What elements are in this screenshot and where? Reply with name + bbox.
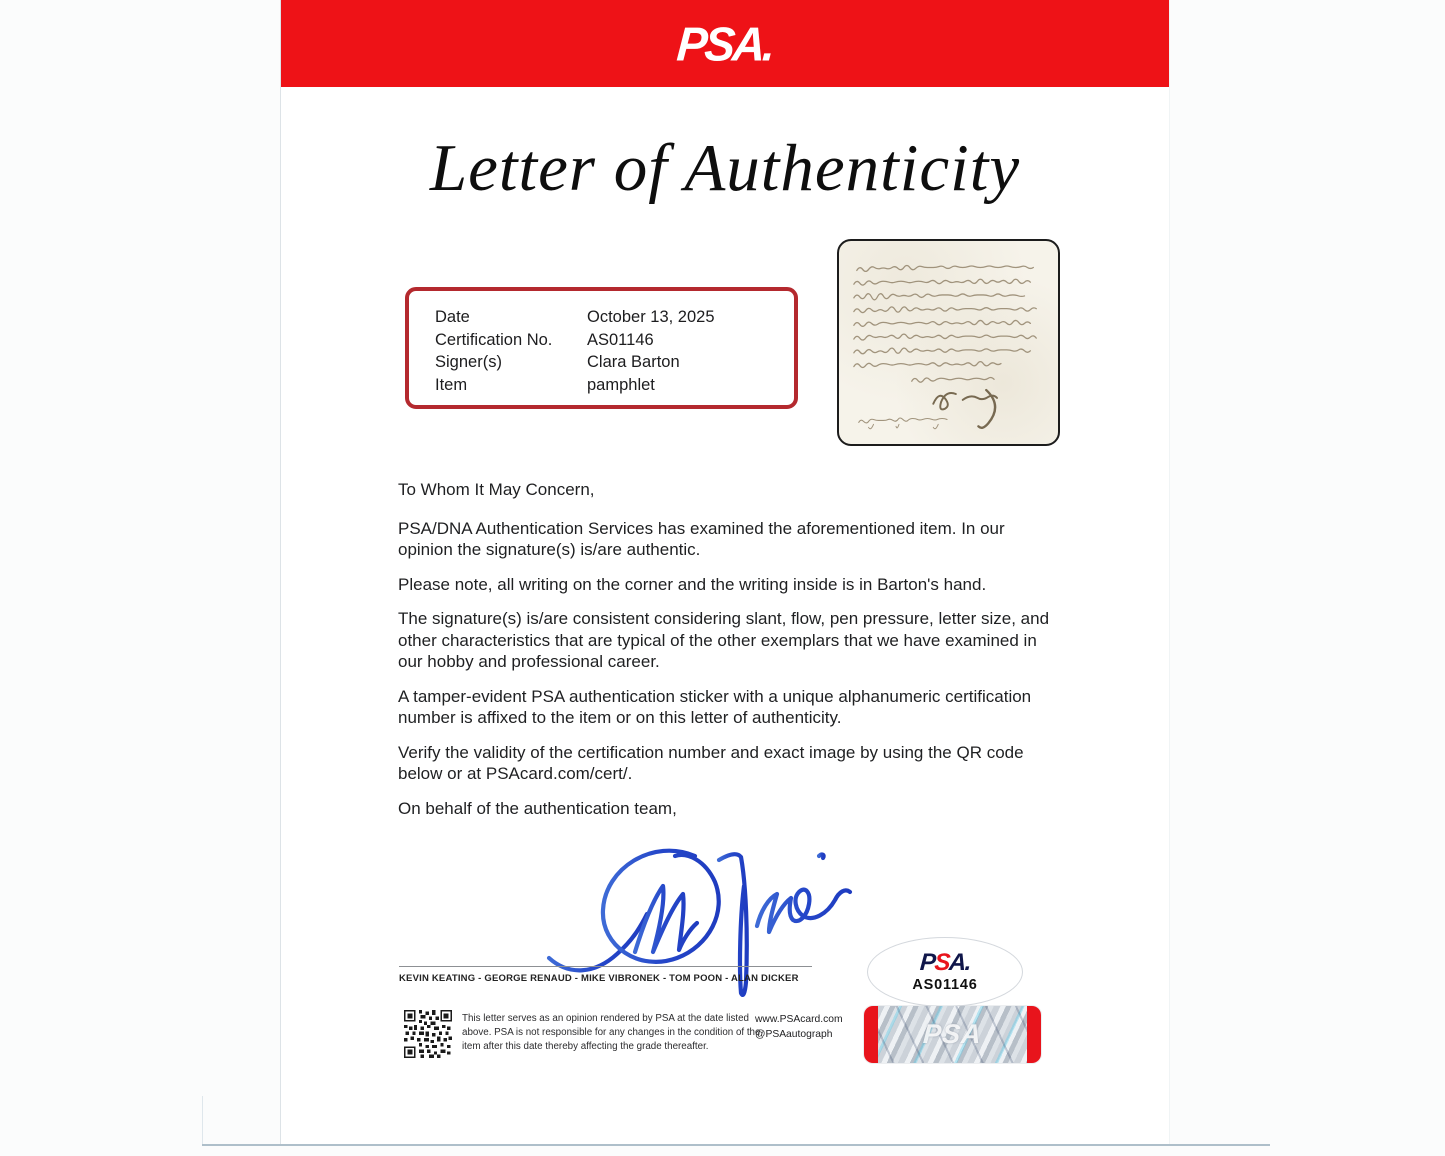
paragraph-verify: Verify the validity of the certification number and exact image by using the QR code below or at PSAcard.com/cert/. xyxy=(398,742,1024,783)
hologram-psa-text: PSA xyxy=(922,1019,983,1049)
letter-body xyxy=(398,479,1056,832)
certification-box xyxy=(405,287,798,409)
psa-cert-sticker xyxy=(867,937,1023,1007)
cert-label: Certification No. xyxy=(435,330,553,349)
salutation: To Whom It May Concern, xyxy=(398,480,595,499)
cert-label: Item xyxy=(435,375,468,394)
cert-value: pamphlet xyxy=(587,375,655,394)
paragraph-consistency: The signature(s) is/are consistent considering slant, flow, pen pressure, letter size, and other characteristics that are typical of the other exemplars that we have examined in our hobby and professional career. xyxy=(398,609,1050,671)
psa-logo-s: S xyxy=(933,949,950,976)
psa-website: www.PSAcard.com xyxy=(755,1014,843,1025)
cert-row-date xyxy=(435,306,784,329)
cert-row-signer xyxy=(435,351,784,374)
hologram-body xyxy=(878,1006,1027,1063)
handwriting-lines xyxy=(839,241,1058,444)
psa-logo-p: P xyxy=(919,949,936,976)
hologram-red-cap-right xyxy=(1027,1006,1041,1063)
psa-logo: PSA. xyxy=(675,16,775,71)
cert-label: Date xyxy=(435,308,470,326)
qr-code xyxy=(404,1010,452,1058)
disclaimer-text: This letter serves as an opinion rendered by PSA at the date listed above. PSA is not responsible for any changes in the condition of the item after this date thereby affecting the grade thereafter. xyxy=(462,1013,761,1052)
paragraph-sticker: A tamper-evident PSA authentication sticker with a unique alphanumeric certification number is affixed to the item or on this letter of authenticity. xyxy=(398,686,1032,727)
scan-edge-horizontal xyxy=(202,1144,1270,1146)
psa-logo-a: A. xyxy=(948,949,971,976)
scan-edge-vertical xyxy=(202,1096,203,1144)
cert-row-item xyxy=(435,374,784,397)
paragraph-behalf: On behalf of the authentication team, xyxy=(398,798,677,818)
page-title: Letter of Authenticity xyxy=(429,131,1021,205)
certification-number: AS01146 xyxy=(912,977,978,993)
handwritten-note-image xyxy=(837,239,1060,446)
cert-value: Clara Barton xyxy=(587,353,680,371)
psa-header-banner xyxy=(281,0,1169,87)
hologram-sticker xyxy=(864,1006,1041,1063)
letter-page xyxy=(281,0,1169,1146)
psa-logo-small xyxy=(919,951,971,975)
signature-rule xyxy=(399,966,812,967)
cert-row-number xyxy=(435,329,784,352)
footer-links xyxy=(755,1013,875,1042)
cert-label: Signer(s) xyxy=(435,353,502,371)
paragraph-note: Please note, all writing on the corner and the writing inside is in Barton's hand. xyxy=(398,574,987,594)
psa-social-handle: @PSAautograph xyxy=(755,1028,833,1040)
paragraph-opinion: PSA/DNA Authentication Services has examined the aforementioned item. In our opinion the signature(s) is/are authentic. xyxy=(398,518,1005,559)
cert-value: AS01146 xyxy=(587,330,654,349)
cert-value: October 13, 2025 xyxy=(587,308,715,326)
authentication-team-names: KEVIN KEATING - GEORGE RENAUD - MIKE VIBRONEK - TOM POON - ALAN DICKER xyxy=(399,973,799,984)
